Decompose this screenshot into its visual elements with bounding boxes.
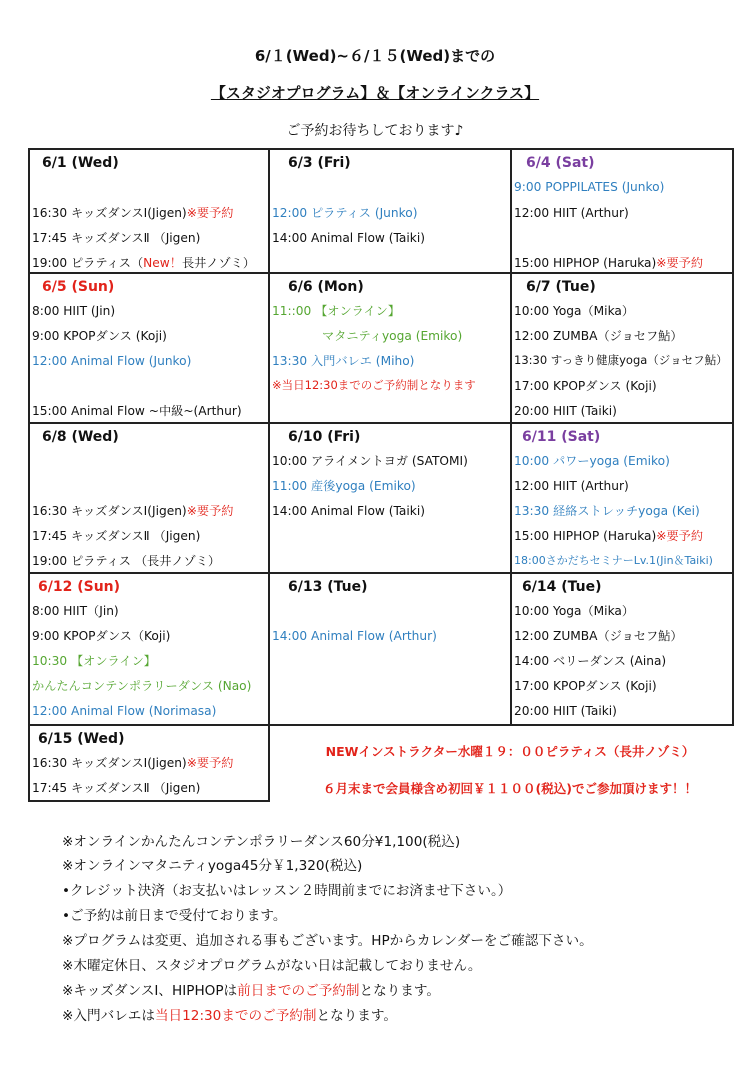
class-line: 12:00 Animal Flow (Norimasa) <box>32 704 217 718</box>
class-line: 13:30 経絡ストレッチyoga (Kei) <box>514 504 700 518</box>
class-line: 9:00 KPOPダンス（Koji) <box>32 629 171 643</box>
class-line: 14:00 ベリーダンス (Aina) <box>514 654 667 668</box>
class-line: 11::00 【オンライン】 <box>272 304 401 318</box>
class-line: 14:00 Animal Flow (Arthur) <box>272 629 437 643</box>
footer-note: •クレジット決済（お支払いはレッスン２時間前までにお済ませ下さい。） <box>62 883 512 899</box>
day-cell <box>512 274 732 422</box>
page-title: 6/１(Wed)~６/１５(Wed)までの <box>254 47 496 65</box>
class-line: 16:30 キッズダンスⅠ(Jigen)※要予約 <box>32 756 234 770</box>
class-line: 13:30 すっきり健康yoga（ジョセフ鮎） <box>514 353 728 367</box>
class-line: 18:00さかだちセミナーLv.1(Jin＆Taiki) <box>514 554 713 567</box>
class-line: 17:45 キッズダンスⅡ （Jigen) <box>32 231 201 245</box>
footer-note: ※木曜定休日、スタジオプログラムがない日は記載しておりません。 <box>62 958 482 974</box>
footer-note: •ご予約は前日まで受付ております。 <box>62 908 287 924</box>
class-line: 9:00 KPOPダンス (Koji) <box>32 329 167 343</box>
day-cell <box>512 574 732 724</box>
class-line: ※当日12:30までのご予約制となります <box>272 378 476 392</box>
day-cell <box>512 150 732 272</box>
day-cell <box>30 424 268 572</box>
class-line: かんたんコンテンポラリーダンス (Nao) <box>32 679 252 693</box>
class-line: 17:00 KPOPダンス (Koji) <box>514 679 657 693</box>
class-line: マタニティyoga (Emiko) <box>322 329 463 343</box>
day-date: 6/4 (Sat) <box>526 155 595 171</box>
class-line: 10:00 Yoga（Mika） <box>514 604 635 618</box>
footer-note: ※オンラインマタニティyoga45分￥1,320(税込) <box>62 858 363 874</box>
class-line: 20:00 HIIT (Taiki) <box>514 404 617 418</box>
tagline: ご予約お待ちしております♪ <box>286 123 464 139</box>
day-cell <box>270 274 510 422</box>
class-line: 16:30 キッズダンスⅠ(Jigen)※要予約 <box>32 504 234 518</box>
class-line: 12:00 HIIT (Arthur) <box>514 206 629 220</box>
class-line: 8:00 HIIT（Jin) <box>32 604 119 618</box>
day-date: 6/14 (Tue) <box>522 579 602 595</box>
class-line: 14:00 Animal Flow (Taiki) <box>272 231 425 245</box>
footer-note: ※オンラインかんたんコンテンポラリーダンス60分¥1,100(税込) <box>62 834 461 850</box>
class-line: 12:00 ZUMBA（ジョセフ鮎） <box>514 629 683 643</box>
day-date: 6/11 (Sat) <box>522 429 601 445</box>
day-cell <box>270 150 510 272</box>
notice-line: ６月末まで会員様含め初回￥１１００(税込)でご参加頂けます！！ <box>323 781 697 796</box>
class-line: 15:00 HIPHOP (Haruka)※要予約 <box>514 529 704 543</box>
class-line: 10:00 Yoga（Mika） <box>514 304 635 318</box>
class-line: 8:00 HIIT (Jin) <box>32 304 116 318</box>
day-date: 6/5 (Sun) <box>42 279 115 295</box>
class-line: 9:00 POPPILATES (Junko) <box>514 180 665 194</box>
footer-note: ※キッズダンスⅠ、HIPHOPは前日までのご予約制となります。 <box>62 983 440 999</box>
day-date: 6/1 (Wed) <box>42 155 119 171</box>
day-cell <box>512 424 732 572</box>
notice-line: NEWインストラクター水曜１９：００ピラティス（長井ノゾミ） <box>325 744 695 759</box>
footer-note: ※入門バレエは当日12:30までのご予約制となります。 <box>62 1008 397 1024</box>
day-date: 6/13 (Tue) <box>288 579 368 595</box>
class-line: 17:00 KPOPダンス (Koji) <box>514 379 657 393</box>
day-date: 6/10 (Fri) <box>288 429 361 445</box>
day-cell <box>30 274 268 422</box>
day-cell <box>270 424 510 572</box>
class-line: 20:00 HIIT (Taiki) <box>514 704 617 718</box>
day-date: 6/12 (Sun) <box>38 579 121 595</box>
class-line: 15:00 Animal Flow ~中級~(Arthur) <box>32 404 242 418</box>
day-cell <box>270 574 510 724</box>
day-date: 6/8 (Wed) <box>42 429 119 445</box>
class-line: 17:45 キッズダンスⅡ （Jigen) <box>32 781 201 795</box>
class-line: 12:00 Animal Flow (Junko) <box>32 354 192 368</box>
class-line: 10:00 アライメントヨガ (SATOMI) <box>272 454 468 468</box>
class-line: 12:00 HIIT (Arthur) <box>514 479 629 493</box>
class-line: 13:30 入門バレエ (Miho) <box>272 354 415 368</box>
class-line: 11:00 産後yoga (Emiko) <box>272 479 416 493</box>
day-date: 6/6 (Mon) <box>288 279 364 295</box>
day-date: 6/3 (Fri) <box>288 155 351 171</box>
day-cell <box>30 150 268 272</box>
class-line: 12:00 ZUMBA（ジョセフ鮎） <box>514 329 683 343</box>
class-line: 14:00 Animal Flow (Taiki) <box>272 504 425 518</box>
schedule-grid <box>28 148 734 802</box>
class-line: 19:00 ピラティス （長井ノゾミ） <box>32 554 221 568</box>
day-cell <box>30 726 268 800</box>
class-line: 15:00 HIPHOP (Haruka)※要予約 <box>514 256 704 270</box>
day-date: 6/7 (Tue) <box>526 279 596 295</box>
class-line: 17:45 キッズダンスⅡ （Jigen) <box>32 529 201 543</box>
class-line: 10:00 パワーyoga (Emiko) <box>514 454 670 468</box>
class-line: 12:00 ピラティス (Junko) <box>272 206 418 220</box>
class-line: 19:00 ピラティス（New！長井ノゾミ） <box>32 256 256 270</box>
day-cell <box>30 574 268 724</box>
footer-note: ※プログラムは変更、追加される事もございます。HPからカレンダーをご確認下さい。 <box>62 933 593 949</box>
class-line: 16:30 キッズダンスⅠ(Jigen)※要予約 <box>32 206 234 220</box>
page-subtitle: 【スタジオプログラム】＆【オンラインクラス】 <box>210 84 540 102</box>
class-line: 10:30 【オンライン】 <box>32 654 156 668</box>
day-date: 6/15 (Wed) <box>38 731 125 747</box>
